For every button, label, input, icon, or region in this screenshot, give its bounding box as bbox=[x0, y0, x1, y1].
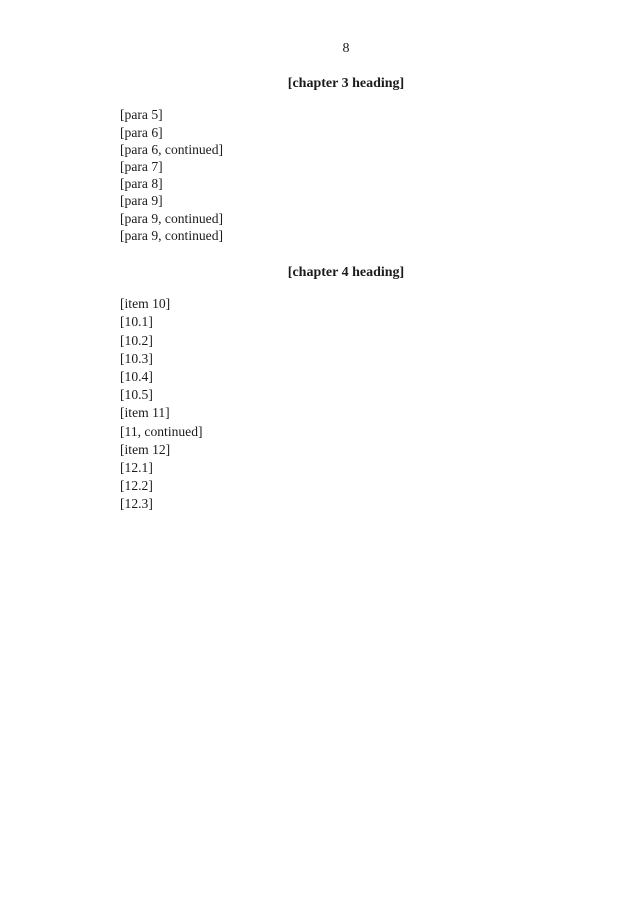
list-item: [12.1] bbox=[120, 460, 153, 476]
chapter-3-body bbox=[80, 106, 612, 244]
list-item: [item 12] bbox=[120, 441, 171, 457]
paragraph: [para 5] bbox=[120, 107, 163, 123]
chapter-4-list bbox=[80, 295, 612, 512]
chapter-4-title: [chapter 4 heading] bbox=[287, 265, 405, 281]
chapter-3-title: [chapter 3 heading] bbox=[287, 76, 405, 92]
list-item: [12.2] bbox=[120, 478, 153, 494]
page-number: 8 bbox=[342, 41, 350, 56]
paragraph: [para 8] bbox=[120, 176, 163, 192]
paragraph: [para 7] bbox=[120, 159, 163, 175]
paragraph: [para 9, continued] bbox=[120, 210, 224, 226]
list-item: [11, continued] bbox=[120, 423, 203, 439]
list-item: [12.3] bbox=[120, 496, 153, 512]
paragraph: [para 9] bbox=[120, 193, 163, 209]
section-gap bbox=[80, 244, 612, 264]
list-item: [item 11] bbox=[120, 405, 170, 421]
list-item: [10.1] bbox=[120, 314, 153, 330]
list-item: [10.2] bbox=[120, 332, 153, 348]
paragraph: [para 6, continued] bbox=[120, 141, 224, 157]
paragraph: [para 9, continued] bbox=[120, 227, 224, 243]
list-item: [10.3] bbox=[120, 350, 153, 366]
list-item: [10.4] bbox=[120, 369, 153, 385]
list-item: [item 10] bbox=[120, 296, 171, 312]
paragraph: [para 6] bbox=[120, 124, 163, 140]
list-item: [10.5] bbox=[120, 387, 153, 403]
